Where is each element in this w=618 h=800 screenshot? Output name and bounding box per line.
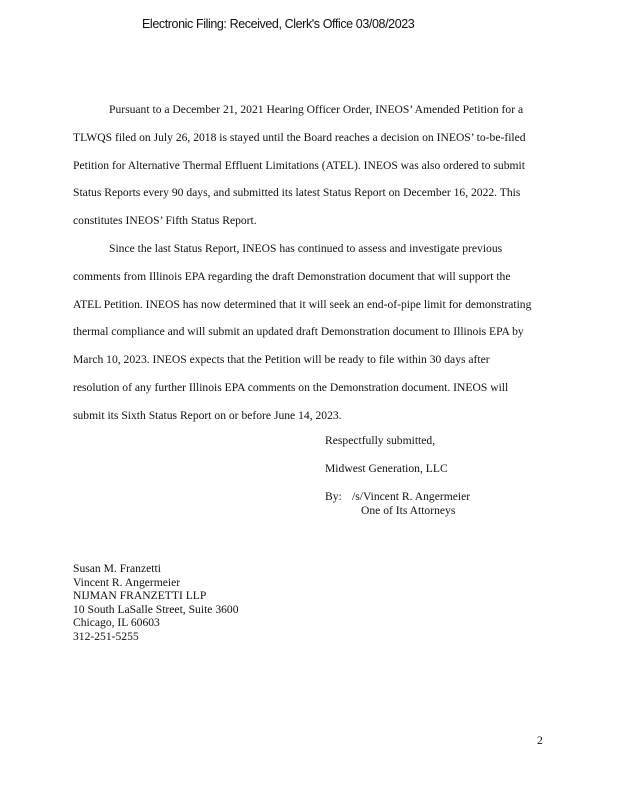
body-line: comments from Illinois EPA regarding the draft Demonstration document that will support the xyxy=(73,269,511,283)
body-line: thermal compliance and will submit an updated draft Demonstration document to Illinois EPA by xyxy=(73,325,524,339)
body-line: Since the last Status Report, INEOS has continued to assess and investigate previous xyxy=(109,241,503,255)
signature-by-label: By: xyxy=(325,490,342,503)
signature-by-line xyxy=(325,490,470,504)
body-line: Petition for Alternative Thermal Effluent Limitations (ATEL). INEOS was also ordered to submit xyxy=(73,158,525,172)
body-line: Pursuant to a December 21, 2021 Hearing Officer Order, INEOS’ Amended Petition for a xyxy=(109,103,524,116)
signature-company: Midwest Generation, LLC xyxy=(325,462,448,475)
address-line: Vincent R. Angermeier xyxy=(73,575,181,589)
body-line: resolution of any further Illinois EPA comments on the Demonstration document. INEOS will xyxy=(73,380,509,394)
signature-role: One of Its Attorneys xyxy=(361,504,456,517)
paragraph-status-background xyxy=(73,96,551,235)
body-line: TLWQS filed on July 26, 2018 is stayed until the Board reaches a decision on INEOS’ to-be-filed xyxy=(73,130,526,144)
body-line: submit its Sixth Status Report on or before June 14, 2023. xyxy=(73,408,342,422)
address-line: NIJMAN FRANZETTI LLP xyxy=(73,589,207,603)
address-line: Susan M. Franzetti xyxy=(73,562,161,575)
signature-signer: /s/Vincent R. Angermeier xyxy=(352,490,471,503)
body-line: ATEL Petition. INEOS has now determined that it will seek an end-of-pipe limit for demonstrating xyxy=(73,297,532,311)
attorney-address-block xyxy=(73,562,239,644)
body-line: constitutes INEOS’ Fifth Status Report. xyxy=(73,214,257,228)
address-line: 312-251-5255 xyxy=(73,629,139,643)
address-line: 10 South LaSalle Street, Suite 3600 xyxy=(73,602,239,616)
document-body xyxy=(73,96,551,430)
address-line: Chicago, IL 60603 xyxy=(73,616,160,630)
paragraph-status-update xyxy=(73,235,551,430)
body-line: March 10, 2023. INEOS expects that the Petition will be ready to file within 30 days after xyxy=(73,353,490,367)
signature-block xyxy=(325,434,470,518)
filing-stamp-header: Electronic Filing: Received, Clerk's Office 03/08/2023 xyxy=(142,17,415,31)
page-number: 2 xyxy=(537,734,543,747)
body-line: Status Reports every 90 days, and submitted its latest Status Report on December 16, 2022. This xyxy=(73,186,521,200)
signature-closing: Respectfully submitted, xyxy=(325,434,436,447)
